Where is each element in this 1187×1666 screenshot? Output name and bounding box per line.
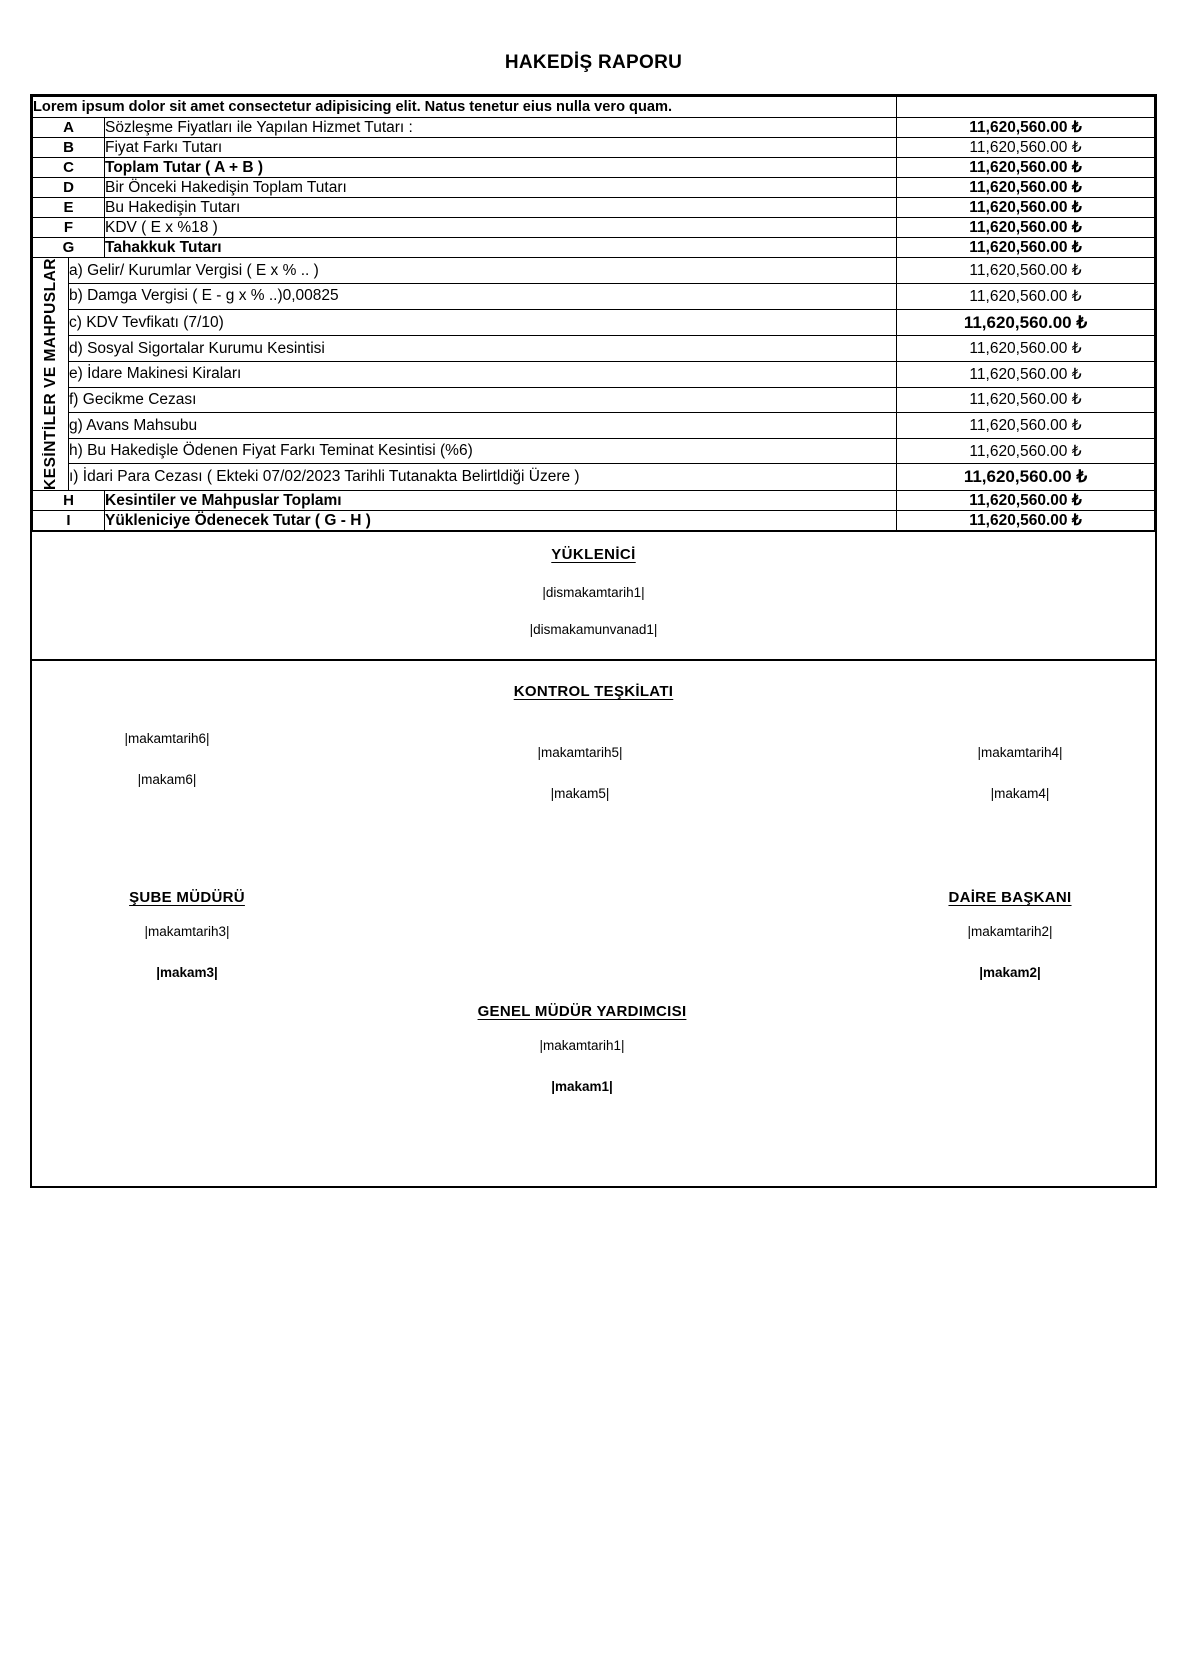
intro-text: Lorem ipsum dolor sit amet consectetur adipisicing elit. Natus tenetur eius nulla vero quam. (33, 97, 897, 118)
row-amount: 11,620,560.00 ₺ (897, 158, 1155, 178)
signature-name: |makam4| (990, 786, 1050, 802)
row-label: Kesintiler ve Mahpuslar Toplamı (105, 491, 897, 511)
row-amount: 11,620,560.00 ₺ (897, 198, 1155, 218)
contractor-heading: YÜKLENİCİ (551, 546, 636, 564)
page-title: HAKEDİŞ RAPORU (504, 52, 683, 73)
row-amount: 11,620,560.00 ₺ (897, 118, 1155, 138)
signature-block-makam4 (925, 727, 1115, 801)
deduction-amount: 11,620,560.00 ₺ (897, 336, 1155, 362)
signature-heading: DAİRE BAŞKANI (948, 889, 1072, 907)
row-label: Bu Hakedişin Tutarı (105, 198, 897, 218)
control-heading: KONTROL TEŞKİLATI (513, 683, 674, 701)
signature-block-sube-muduru (72, 889, 302, 980)
row-label: Bir Önceki Hakedişin Toplam Tutarı (105, 178, 897, 198)
table-row-deduction (33, 258, 1155, 284)
contractor-name: |dismakamunvanad1| (529, 622, 658, 638)
deduction-label: e) İdare Makinesi Kiraları (69, 362, 897, 388)
row-letter: F (33, 218, 105, 238)
table-row-deduction (33, 362, 1155, 388)
table-row-deduction (33, 413, 1155, 439)
row-letter: H (33, 491, 105, 511)
deduction-label: c) KDV Tevfikatı (7/10) (69, 309, 897, 336)
row-amount: 11,620,560.00 ₺ (897, 238, 1155, 258)
signature-block-makam6 (72, 713, 262, 787)
table-row (33, 218, 1155, 238)
signature-name: |makam1| (551, 1079, 613, 1095)
signature-date: |makamtarih4| (977, 745, 1063, 761)
row-letter: C (33, 158, 105, 178)
table-row-deduction (33, 438, 1155, 464)
table-row-deduction (33, 387, 1155, 413)
control-signature-area (32, 661, 1155, 1186)
table-row (33, 238, 1155, 258)
row-letter: B (33, 138, 105, 158)
control-heading-block (32, 683, 1155, 700)
deduction-amount: 11,620,560.00 ₺ (897, 464, 1155, 491)
signature-date: |makamtarih2| (967, 924, 1053, 940)
row-amount: 11,620,560.00 ₺ (897, 138, 1155, 158)
signature-block-genel-mudur-yardimcisi (422, 1003, 742, 1094)
deduction-amount: 11,620,560.00 ₺ (897, 413, 1155, 439)
row-label: Fiyat Farkı Tutarı (105, 138, 897, 158)
row-amount: 11,620,560.00 ₺ (897, 491, 1155, 511)
deductions-vertical-text: KESİNTİLER VE MAHPUSLAR (41, 258, 59, 491)
contractor-date: |dismakamtarih1| (542, 585, 645, 601)
signature-name: |makam5| (550, 786, 610, 802)
deduction-label: b) Damga Vergisi ( E - g x % ..)0,00825 (69, 284, 897, 310)
table-row-total (33, 491, 1155, 511)
row-letter: A (33, 118, 105, 138)
table-row-deduction (33, 336, 1155, 362)
signature-date: |makamtarih6| (124, 731, 210, 747)
row-letter: E (33, 198, 105, 218)
contractor-signature-area (32, 531, 1155, 661)
signature-name: |makam3| (156, 965, 218, 981)
signature-heading: ŞUBE MÜDÜRÜ (129, 889, 245, 907)
row-label: Sözleşme Fiyatları ile Yapılan Hizmet Tutarı : (105, 118, 897, 138)
deduction-amount: 11,620,560.00 ₺ (897, 284, 1155, 310)
deduction-label: a) Gelir/ Kurumlar Vergisi ( E x % .. ) (69, 258, 897, 284)
signature-date: |makamtarih5| (537, 745, 623, 761)
table-row (33, 158, 1155, 178)
row-amount: 11,620,560.00 ₺ (897, 511, 1155, 531)
table-row (33, 118, 1155, 138)
table-row (33, 138, 1155, 158)
row-amount: 11,620,560.00 ₺ (897, 178, 1155, 198)
signature-heading: GENEL MÜDÜR YARDIMCISI (477, 1003, 687, 1021)
deduction-label: h) Bu Hakedişle Ödenen Fiyat Farkı Teminat Kesintisi (%6) (69, 438, 897, 464)
report-frame (30, 94, 1157, 1188)
table-row-total (33, 511, 1155, 531)
deduction-amount: 11,620,560.00 ₺ (897, 438, 1155, 464)
deduction-amount: 11,620,560.00 ₺ (897, 387, 1155, 413)
row-letter: D (33, 178, 105, 198)
row-label: Yükleniciye Ödenecek Tutar ( G - H ) (105, 511, 897, 531)
row-label: KDV ( E x %18 ) (105, 218, 897, 238)
signature-block-makam5 (485, 727, 675, 801)
table-row-deduction (33, 464, 1155, 491)
hakedis-table (32, 96, 1155, 531)
deduction-label: ı) İdari Para Cezası ( Ekteki 07/02/2023 Tarihli Tutanakta Belirtldiği Üzere ) (69, 464, 897, 491)
table-row (33, 198, 1155, 218)
row-letter: I (33, 511, 105, 531)
table-row (33, 178, 1155, 198)
signature-date: |makamtarih1| (539, 1038, 625, 1054)
deduction-amount: 11,620,560.00 ₺ (897, 258, 1155, 284)
deduction-label: d) Sosyal Sigortalar Kurumu Kesintisi (69, 336, 897, 362)
table-row-deduction (33, 284, 1155, 310)
signature-block-daire-baskani (895, 889, 1125, 980)
deduction-amount: 11,620,560.00 ₺ (897, 309, 1155, 336)
row-letter: G (33, 238, 105, 258)
signature-date: |makamtarih3| (144, 924, 230, 940)
signature-name: |makam6| (137, 772, 197, 788)
table-row-intro (33, 97, 1155, 118)
signature-name: |makam2| (979, 965, 1041, 981)
table-row-deduction (33, 309, 1155, 336)
row-amount: 11,620,560.00 ₺ (897, 218, 1155, 238)
deduction-amount: 11,620,560.00 ₺ (897, 362, 1155, 388)
deduction-label: f) Gecikme Cezası (69, 387, 897, 413)
deduction-label: g) Avans Mahsubu (69, 413, 897, 439)
intro-blank-cell (897, 97, 1155, 118)
deductions-vertical-label (33, 258, 69, 491)
row-label: Toplam Tutar ( A + B ) (105, 158, 897, 178)
row-label: Tahakkuk Tutarı (105, 238, 897, 258)
